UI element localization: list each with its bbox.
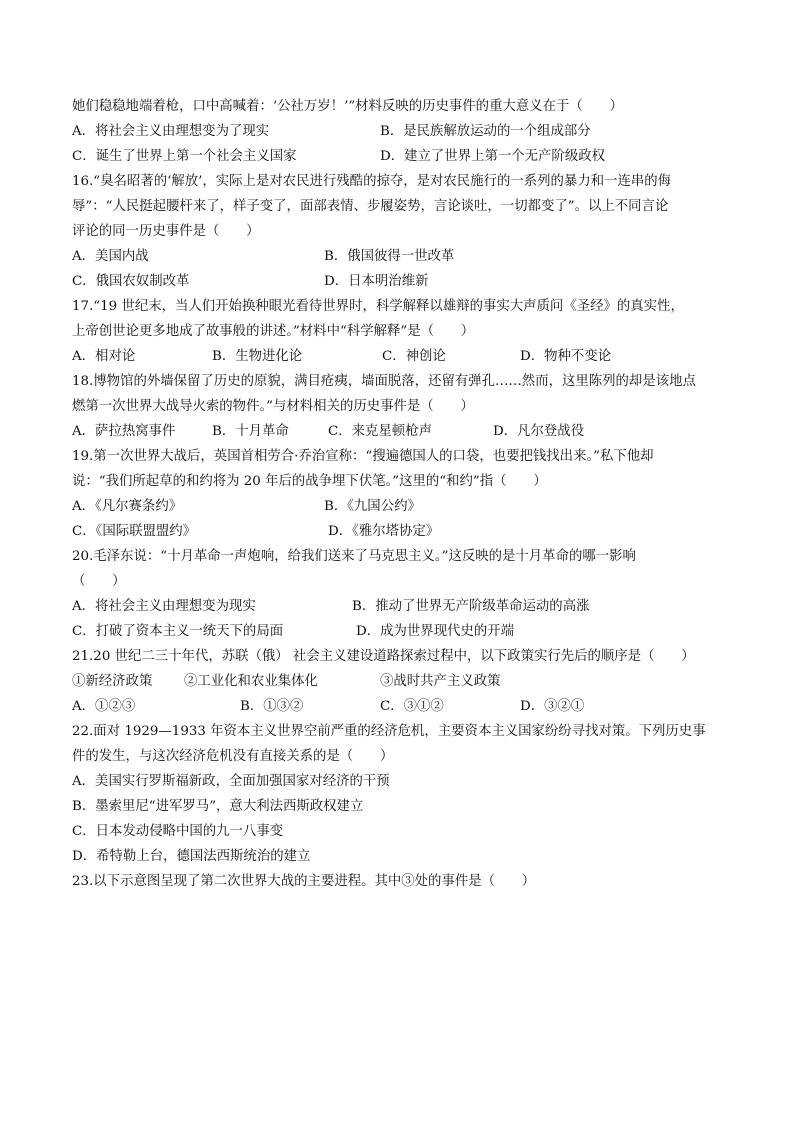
q21-option-d: D．③②① [520, 699, 585, 714]
q23-stem-line-1: 23.以下示意图呈现了第二次世界大战的主要进程。其中③处的事件是（ ） [72, 874, 536, 889]
q21-item-3: ③战时共产主义政策 [380, 674, 501, 689]
q22-stem-line-2: 件的发生，与这次经济危机没有直接关系的是（ ） [72, 749, 394, 764]
q17-option-c: C．神创论 [382, 349, 446, 364]
q18-option-a: A．萨拉热窝事件 [72, 424, 176, 439]
q22-stem-line-1: 22.面对 1929—1933 年资本主义世界空前严重的经济危机，主要资本主义国家纷纷寻找对策。下列历史事 [72, 724, 706, 739]
q18-option-b: B．十月革命 [212, 424, 289, 439]
q17-stem-line-1: 17.“19 世纪末，当人们开始换种眼光看待世界时，科学解释以雄辩的事实大声质问《圣经》的真实性， [72, 299, 684, 314]
q19-option-d: D．《雅尔塔协定》 [328, 524, 440, 539]
q17-option-b: B．生物进化论 [212, 349, 303, 364]
q21-option-c: C．③①② [380, 699, 444, 714]
q21-option-b: B．①③② [240, 699, 304, 714]
q16-option-b: B．俄国彼得一世改革 [324, 249, 455, 264]
q18-option-c: C．来克星顿枪声 [328, 424, 432, 439]
q16-option-d: D．日本明治维新 [324, 274, 429, 289]
q15-option-d: D．建立了世界上第一个无产阶级政权 [380, 149, 605, 164]
q15-option-b: B．是民族解放运动的一个组成部分 [380, 124, 591, 139]
q16-option-a: A．美国内战 [72, 249, 149, 264]
q17-stem-line-2: 上帝创世论更多地成了故事般的讲述。”材料中“科学解释”是（ ） [72, 324, 475, 339]
q18-stem-line-1: 18.博物馆的外墙保留了历史的原貌，满目疮痍，墙面脱落，还留有弹孔……然而，这里陈列的却是该地点 [72, 374, 696, 389]
q19-option-b: B．《九国公约》 [324, 499, 421, 514]
q21-stem-line-1: 21.20 世纪二三十年代，苏联（俄） 社会主义建设道路探索过程中，以下政策实行先后的顺序是（ ） [72, 649, 695, 664]
q20-stem-line-1: 20.毛泽东说：“十月革命一声炮响，给我们送来了马克思主义。”这反映的是十月革命的哪一影响 [72, 549, 636, 564]
q22-option-a: A．美国实行罗斯福新政，全面加强国家对经济的干预 [72, 774, 390, 789]
q16-stem-line-2: 辱”：“人民挺起腰杆来了，样子变了，面部表情、步履姿势，言论谈吐，一切都变了”。以上不同言论 [72, 199, 669, 214]
q19-option-a: A．《凡尔赛条约》 [72, 499, 183, 514]
q19-stem-line-1: 19.第一次世界大战后，英国首相劳合·乔治宣称：“搜遍德国人的口袋，也要把钱找出来。”私下他却 [72, 449, 654, 464]
q19-option-c: C．《国际联盟盟约》 [72, 524, 197, 539]
q22-option-c: C．日本发动侵略中国的九一八事变 [72, 824, 284, 839]
q20-option-b: B．推动了世界无产阶级革命运动的高涨 [352, 599, 590, 614]
q15-option-a: A．将社会主义由理想变为了现实 [72, 124, 270, 139]
q22-option-d: D．希特勒上台，德国法西斯统治的建立 [72, 849, 311, 864]
q15-stem-line: 她们稳稳地端着枪，口中高喊着：‘公社万岁！’”材料反映的历史事件的重大意义在于（ ） [72, 99, 623, 114]
q16-stem-line-1: 16.“臭名昭著的‘解放’，实际上是对农民进行残酷的掠夺，是对农民施行的一系列的暴力和一连串的侮 [72, 174, 672, 189]
q20-option-c: C．打破了资本主义一统天下的局面 [72, 624, 284, 639]
q21-option-a: A．①②③ [72, 699, 136, 714]
q21-item-2: ②工业化和农业集体化 [184, 674, 318, 689]
q18-stem-line-2: 燃第一次世界大战导火索的物件。”与材料相关的历史事件是（ ） [72, 399, 474, 414]
q22-option-b: B．墨索里尼“进军罗马”，意大利法西斯政权建立 [72, 799, 364, 814]
q15-option-c: C．诞生了世界上第一个社会主义国家 [72, 149, 297, 164]
q17-option-d: D．物种不变论 [520, 349, 612, 364]
q16-stem-line-3: 评论的同一历史事件是（ ） [72, 224, 260, 239]
q19-stem-line-2: 说：“我们所起草的和约将为 20 年后的战争埋下伏笔。”这里的“和约”指（ ） [72, 474, 547, 489]
q21-item-1: ①新经济政策 [72, 674, 153, 689]
q20-option-a: A．将社会主义由理想变为现实 [72, 599, 256, 614]
q17-option-a: A．相对论 [72, 349, 136, 364]
q16-option-c: C．俄国农奴制改革 [72, 274, 190, 289]
q20-option-d: D．成为世界现代史的开端 [356, 624, 515, 639]
q20-stem-line-2: （ ） [72, 574, 126, 589]
q18-option-d: D．凡尔登战役 [493, 424, 585, 439]
